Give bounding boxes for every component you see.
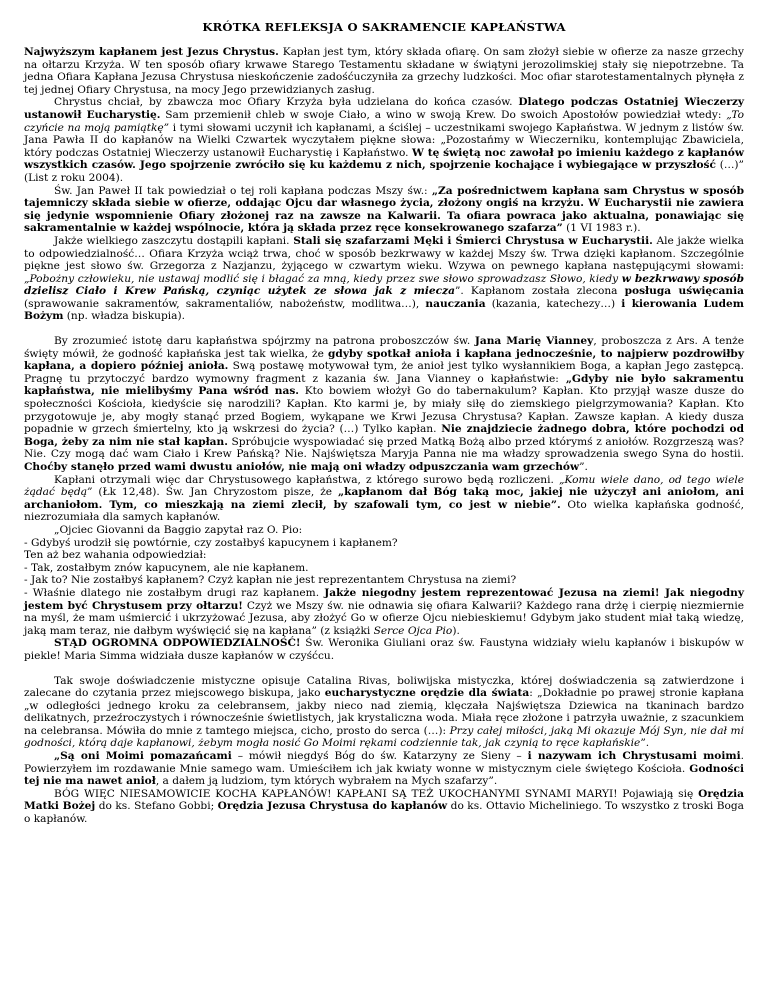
bold-text: Nie znajdziecie żadnego dobra, które pochodzi od Boga, żeby za nim nie stał kapłan.: [24, 423, 744, 448]
text: Oto wielka kapłańska godność, niezrozumiała dla samych kapłanów.: [24, 498, 745, 524]
text: Kapłani otrzymali więc dar Chrystusowego kapłaństwa, z którego surowo będą rozliczeni.: [54, 473, 559, 486]
bold-text: Stali się szafarzami Męki i Śmierci Chrystusa w Eucharystii.: [293, 234, 653, 247]
text: ”. Kapłanom została zlecona: [454, 285, 625, 298]
text: , a dałem ją ludziom, tym których wybrałem na Mych szafarzy”.: [155, 775, 498, 788]
bold-text: STĄD OGROMNA ODPOWIEDZIALNOŚĆ!: [54, 637, 301, 650]
bold-text: „kapłanom dał Bóg taką moc, jakiej nie użyczył ani aniołom, ani archaniołom. Tym, co mieszkają na ziemi zlecił, by szafowali tym, co jest w niebie”.: [24, 486, 744, 511]
text: Swą postawę motywował tym, że anioł jest tylko wysłannikiem Boga, a kapłan Jego zastępcą. Pragnę tu przytoczyć bardzo wymowny fragment z kazania św. Jana Vianney o kapłaństwie:: [24, 360, 744, 385]
paragraph-5: [24, 335, 744, 474]
text: ”.: [640, 737, 650, 750]
text: (sprawowanie sakramentów, sakramentaliów, nabożeństw, modlitwa…),: [24, 297, 426, 310]
text: (Łk 12,48). Św. Jan Chryzostom pisze, że: [92, 486, 339, 499]
paragraph-11: [24, 750, 744, 788]
bold-text: i nazywam ich Chrystusami moimi: [527, 750, 741, 763]
text: BÓG WIĘC NIESAMOWICIE KOCHA KAPŁANÓW! KAPŁANI SĄ TEŻ UKOCHANYMI SYNAMI MARYI! Pojawiają się: [54, 787, 699, 800]
text: do ks. Ottavio Micheliniego. To wszystko z troski Boga o kapłanów.: [24, 800, 744, 826]
paragraph-10: [24, 675, 744, 751]
italic-text: „To czyńcie na moją pamiątkę”: [24, 108, 744, 134]
dialogue-line: - Jak to? Nie zostałbyś kapłanem? Czyż kapłan nie jest reprezentantem Chrystusa na ziemi?: [24, 574, 517, 587]
bold-text: Dlatego podczas Ostatniej Wieczerzy ustanowił Eucharystię.: [24, 96, 744, 121]
text: . Powierzyłem im rozdawanie Mnie samego wam. Umieściłem ich jak kwiaty wonne w mistycznym ciele świętego Kościoła.: [24, 750, 744, 775]
bold-text: Jana Marię Vianney: [474, 335, 594, 348]
text: Św. Jan Paweł II tak powiedział o tej roli kapłana podczas Mszy św.:: [54, 184, 432, 197]
bold-text: gdyby spotkał anioła i kapłana jednocześnie, to najpierw pozdrowiłby kapłana, a dopiero później anioła.: [24, 347, 744, 373]
text: do ks. Stefano Gobbi;: [95, 800, 218, 813]
bold-text: Orędzia Matki Bożej: [24, 787, 744, 813]
text: – mówił niegdyś Bóg do św. Katarzyny ze Sieny –: [231, 750, 528, 763]
paragraph-7: „Ojciec Giovanni da Baggio zapytał raz O. Pio:: [54, 523, 303, 536]
dialogue-line: - Tak, zostałbym znów kapucynem, ale nie kapłanem.: [24, 561, 309, 574]
paragraph-2: [24, 96, 744, 184]
paragraph-4: [24, 235, 744, 323]
bold-text: Najwyższym kapłanem jest Jezus Chrystus.: [24, 46, 279, 58]
italic-text: Przy całej miłości, jaką Mi okazuje Mój Syn, nie dał mi godności, którą daje kapłanowi, żebym mogła nosić Go Moimi rękami codziennie tak, jak czynią to ręce kapłańskie: [24, 724, 744, 750]
text: ).: [452, 624, 460, 637]
bold-text: Jakże niegodny jestem reprezentować Jezusa na ziemi! Jak niegodny jestem być Chrystusem przy ołtarzu!: [24, 586, 744, 612]
text: Jakże wielkiego zaszczytu dostąpili kapłani.: [54, 234, 294, 247]
text: Tak swoje doświadczenie mistyczne opisuje Catalina Rivas, boliwijska mistyczka, której doświadczenia są zatwierdzone i zalecane do czytania przez miejscowego biskupa, jako: [24, 674, 744, 700]
paragraph-9: [24, 637, 744, 662]
page-title: KRÓTKA REFLEKSJA O SAKRAMENCIE KAPŁAŃSTWA: [202, 20, 566, 34]
paragraph-1: [24, 46, 744, 96]
bold-text: Orędzia Jezusa Chrystusa do kapłanów: [217, 800, 448, 813]
text: : „Dokładnie po prawej stronie kapłana „w odległości jednego kroku za celebransem, jakby nieco nad ziemią, klęczała Najświętsza Dziewica na tkaninach bardzo delikatnych, przeźroczystych i równocześnie świetlistych, jak krystaliczna woda. Miała ręce złożone i patrzyła uważnie, z szacunkiem na celebransa. Mówiła do mnie z tamtego miejsca, cicho, prosto do serca (…):: [24, 687, 744, 737]
bold-text: Godności tej nie ma nawet anioł: [24, 762, 744, 788]
text: Ale jakże wielka to odpowiedzialność… Ofiara Krzyża wciąż trwa, choć w sposób bezkrwawy w każdej Mszy św. Trwa dzięki kapłanom. Szczególnie piękne jest słowo św. Grzegorza z Nazjanzu, żyjącego w czwartym wieku. Wzywa on pewnego kapłana następującymi słowami:: [24, 234, 744, 273]
text: Chrystus chciał, by zbawcza moc Ofiary Krzyża była udzielana do końca czasów.: [54, 96, 519, 109]
bold-text: „Są oni Moimi pomazańcami: [54, 750, 232, 763]
text: Kto bowiem włożył Go do tabernakulum? Kapłan. Kto przyjął wasze dusze do społeczności Kościoła, kiedyście się narodzili? Kapłan. Kto karmi je, by miały siłę do ziemskiego pielgrzymowania? Kapłan. Kto przygotowuje je, aby mogły stanąć przed Bogiem, wykąpane we Krwi Jezusa Chrystusa? Kapłan. Zawsze kapłan. A kiedy dusza popadnie w grzech śmiertelny, kto ją wskrzesi do życia? (…) Tylko kapłan.: [24, 385, 744, 436]
bold-text: eucharystyczne orędzie dla świata: [324, 687, 530, 700]
text: Spróbujcie wyspowiadać się przed Matką Bożą albo przed którymś z aniołów. Rozgrzeszą was? Nie. Czy mogą dać wam Ciało i Krew Pańską? Nie. Najświętsza Maryja Panna nie ma władzy sprowadzenia swego Syna do hostii.: [24, 435, 744, 461]
bold-italic-text: w bezkrwawy sposób dzielisz Ciało i Krew Pańską, czyniąc użytek ze słowa jak z miecza: [24, 272, 745, 298]
bold-text: i kierowania Ludem Bożym: [24, 297, 744, 323]
italic-text: „Pobożny człowieku, nie ustawaj modlić się i błagać za mną, kiedy przez swe słowo sprowadzasz Słowo, kiedy: [24, 272, 622, 285]
text: Kapłan jest tym, który składa ofiarę. On sam złożył siebie w ofierze za nasze grzechy na ołtarzu Krzyża. W ten sposób ofiary krwawe Starego Testamentu składane w świątyni jerozolimskiej stały się niepotrzebne. Ta jedna Ofiara Kapłana Jezusa Chrystusa nieskończenie zadośćuczyniła za grzechy ludzkości. Moc ofiar starotestamentalnych płynęła z tej jednej Ofiary Chrystusa, na mocy Jego przewidzianych zasług.: [24, 46, 744, 96]
bold-text: Choćby stanęło przed wami dwustu aniołów, nie mają oni władzy odpuszczania wam grzechów: [24, 461, 580, 473]
text: (1 VI 1983 r.).: [562, 222, 641, 235]
text: (kazania, katechezy…): [485, 297, 622, 310]
italic-text: Serce Ojca Pio: [373, 624, 453, 637]
paragraph-6: [24, 474, 744, 524]
bold-text: „Gdyby nie było sakramentu kapłaństwa, nie mielibyśmy Pana wśród nas.: [24, 372, 744, 398]
text: , proboszcza z Ars. A tenże święty mówił, że godność kapłańska jest tak wielka, że: [24, 335, 744, 360]
text: Sam przemienił chleb w swoje Ciało, a wino w swoją Krew. Do swoich Apostołów powiedział wtedy:: [160, 108, 727, 121]
paragraph-8: [24, 587, 744, 637]
text: By zrozumieć istotę daru kapłaństwa spójrzmy na patrona proboszczów św.: [54, 335, 475, 348]
text: i tymi słowami uczynił ich kapłanami, a ściślej – uczestnikami swojego Kapłaństwa. W jednym z listów św. Jana Pawła II do kapłanów na Wielki Czwartek wyczytałem piękne słowa: „Pozostańmy w Wieczerniku, kontemplując Zbawiciela, który podczas Ostatniej Wieczerzy ustanowił Eucharystię i Kapłaństwo.: [24, 121, 744, 159]
dialogue-line: Ten aż bez wahania odpowiedział:: [24, 549, 207, 562]
italic-text: „Komu wiele dano, od tego wiele żądać będą”: [24, 473, 744, 499]
bold-text: nauczania: [425, 297, 486, 310]
text: - Właśnie dlatego nie zostałbym drugi raz kapłanem.: [24, 586, 325, 599]
text: ”.: [579, 461, 588, 473]
dialogue-line: - Gdybyś urodził się powtórnie, czy zostałbyś kapucynem i kapłanem?: [24, 536, 398, 549]
paragraph-12: [24, 788, 744, 826]
text: Św. Weronika Giuliani oraz św. Faustyna widziały wielu kapłanów i biskupów w piekle! Maria Simma widziała dusze kapłanów w czyśćcu.: [24, 637, 744, 662]
paragraph-3: [24, 185, 744, 235]
bold-text: „Za pośrednictwem kapłana sam Chrystus w sposób tajemniczy składa siebie w ofierze, oddając Ojcu dar własnego życia, złożony ongiś na krzyżu. W Eucharystii nie zawiera się jedynie wspomnienie Ofiary złożonej raz na zawsze na Kalwarii. Ta ofiara powraca jako aktualna, ponawiając się sakramentalnie w każdej wspólnocie, która ją składa przez ręce konsekrowanego szafarza”: [24, 184, 745, 235]
bold-text: posługa uświęcania: [624, 285, 744, 298]
text: Czyż we Mszy św. nie odnawia się ofiara Kalwarii? Każdego rana drżę i cierpię niezmiernie na myśl, że mam uśmiercić i ukrzyżować Jezusa, aby złożyć Go w ofierze Ojcu niebieskiemu! Gdybym jako student miał taką wiedzę, jaką mam teraz, nie dałbym wyświęcić się na kapłana” (z książki: [24, 599, 745, 637]
text: (…)” (List z roku 2004).: [24, 159, 744, 184]
text: (np. władza biskupia).: [63, 310, 185, 323]
bold-text: W tę świętą noc zawołał po imieniu każdego z kapłanów wszystkich czasów. Jego spojrzenie zwróciło się ku każdemu z nich, spojrzenie kochające i wybiegające w przyszłość: [24, 146, 744, 172]
